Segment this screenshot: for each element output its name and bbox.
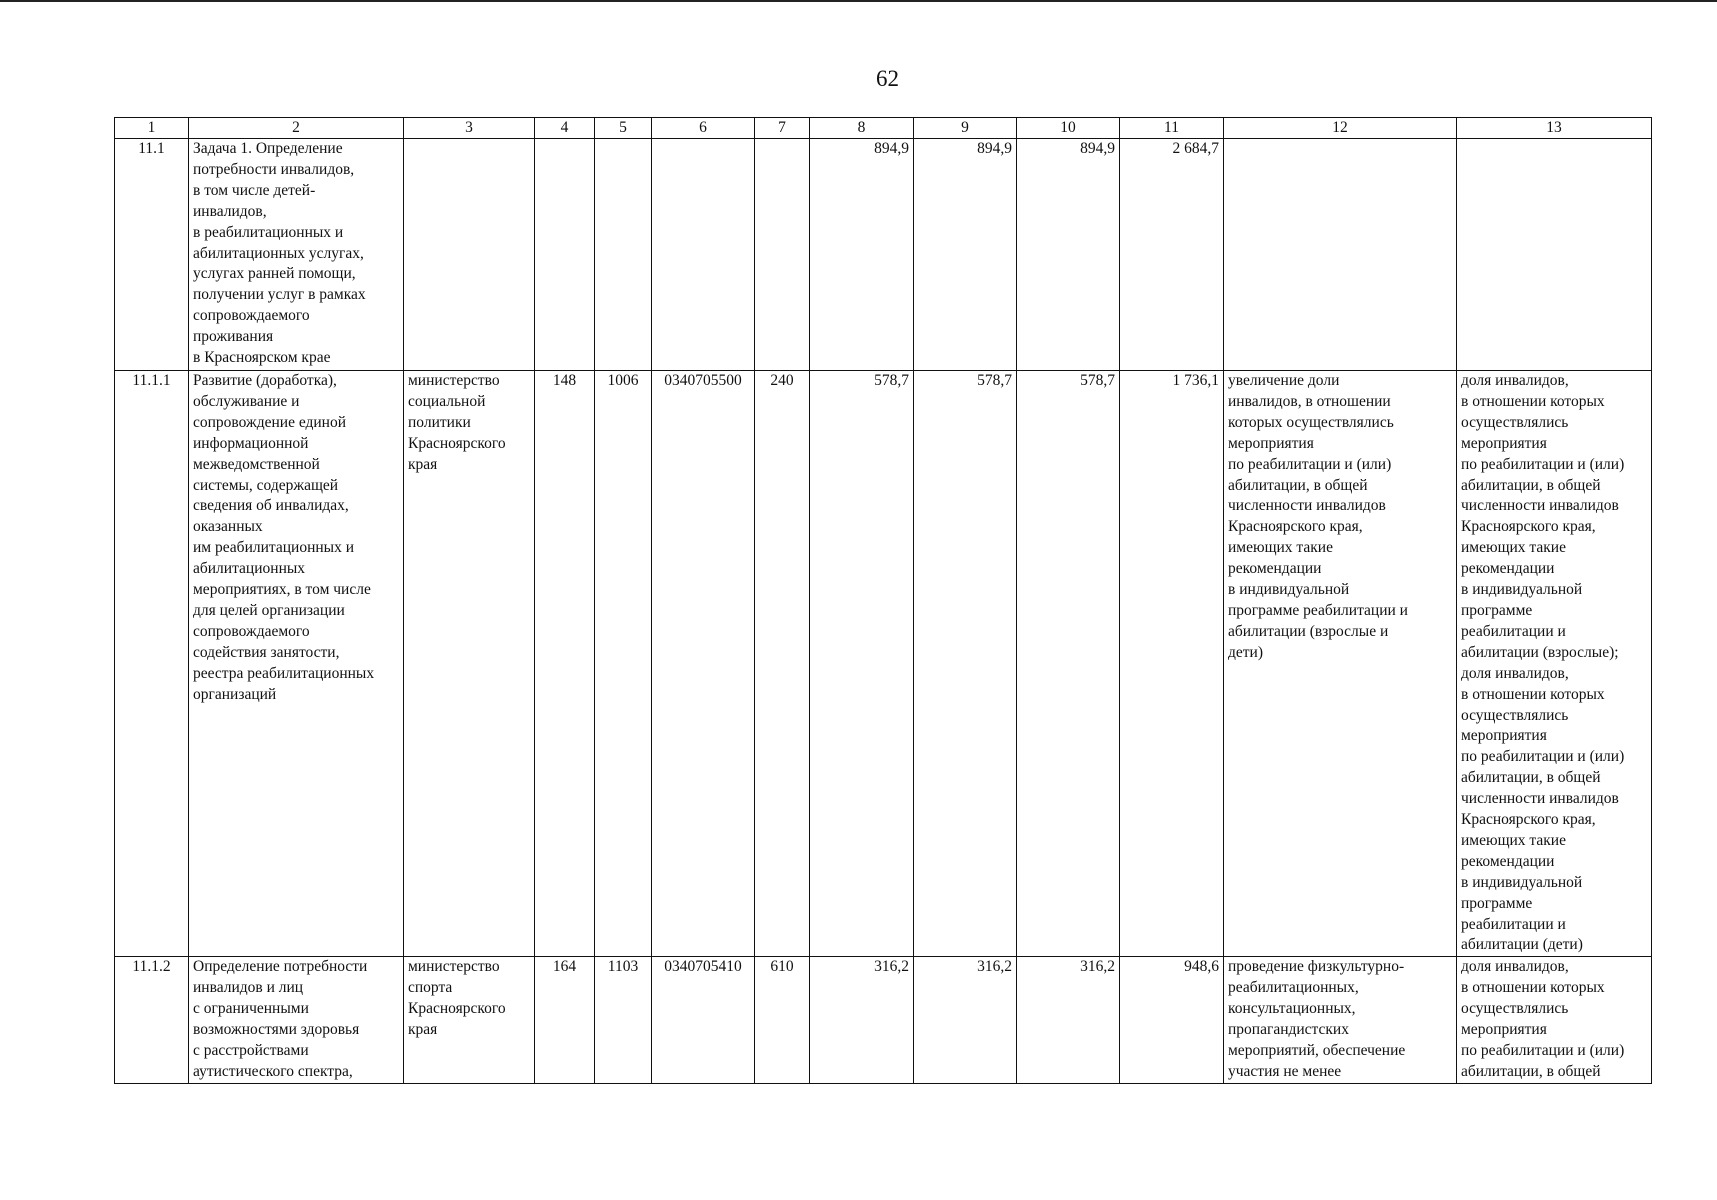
total-amount: 1 736,1 [1120, 371, 1224, 957]
column-header: 10 [1017, 118, 1120, 139]
csr-code [652, 139, 755, 371]
column-number-row [115, 118, 1652, 139]
rzpr-code: 1006 [595, 371, 652, 957]
page-number: 62 [876, 66, 899, 91]
item-name: Задача 1. Определение потребности инвалидов, в том числе детей- инвалидов, в реабилитационных и абилитационных услугах, услугах ранней помощи, получении услуг в рамках сопровождаемого проживания в Красноярском крае [189, 139, 404, 371]
item-name: Определение потребности инвалидов и лиц с ограниченными возможностями здоровья с расстройствами аутистического спектра, [189, 957, 404, 1083]
year1-amount: 578,7 [810, 371, 914, 957]
table-row [115, 139, 1652, 371]
executor: министерство спорта Красноярского края [404, 957, 535, 1083]
grbs-code: 164 [535, 957, 595, 1083]
executor: министерство социальной политики Красноярского края [404, 371, 535, 957]
column-header: 1 [115, 118, 189, 139]
grbs-code [535, 139, 595, 371]
indicator [1457, 139, 1652, 371]
year1-amount: 316,2 [810, 957, 914, 1083]
item-code: 11.1.2 [115, 957, 189, 1083]
top-border-line [0, 0, 1717, 2]
indicator: доля инвалидов, в отношении которых осуществлялись мероприятия по реабилитации и (или) абилитации, в общей [1457, 957, 1652, 1083]
year2-amount: 316,2 [914, 957, 1017, 1083]
table-row [115, 371, 1652, 957]
indicator: доля инвалидов, в отношении которых осуществлялись мероприятия по реабилитации и (или) абилитации, в общей численности инвалидов Красноярского края, имеющих такие рекомендации в индивидуальной программе реабилитации и абилитации (взрослые); доля инвалидов, в отношении которых осуществлялись мероприятия по реабилитации и (или) абилитации, в общей численности инвалидов Красноярского края, имеющих такие рекомендации в индивидуальной программе реабилитации и абилитации (дети) [1457, 371, 1652, 957]
column-header: 9 [914, 118, 1017, 139]
column-header: 3 [404, 118, 535, 139]
total-amount: 2 684,7 [1120, 139, 1224, 371]
column-header: 2 [189, 118, 404, 139]
expected-result [1224, 139, 1457, 371]
program-measures-table [114, 117, 1652, 1084]
rzpr-code [595, 139, 652, 371]
csr-code: 0340705410 [652, 957, 755, 1083]
item-name: Развитие (доработка), обслуживание и сопровождение единой информационной межведомственной системы, содержащей сведения об инвалидах, оказанных им реабилитационных и абилитационных мероприятиях, в том числе для целей организации сопровождаемого содействия занятости, реестра реабилитационных организаций [189, 371, 404, 957]
year2-amount: 578,7 [914, 371, 1017, 957]
year2-amount: 894,9 [914, 139, 1017, 371]
table-row [115, 957, 1652, 1083]
year3-amount: 578,7 [1017, 371, 1120, 957]
column-header: 8 [810, 118, 914, 139]
rzpr-code: 1103 [595, 957, 652, 1083]
vr-code: 240 [755, 371, 810, 957]
grbs-code: 148 [535, 371, 595, 957]
expected-result: проведение физкультурно- реабилитационных, консультационных, пропагандистских мероприятий, обеспечение участия не менее [1224, 957, 1457, 1083]
column-header: 11 [1120, 118, 1224, 139]
csr-code: 0340705500 [652, 371, 755, 957]
item-code: 11.1.1 [115, 371, 189, 957]
column-header: 12 [1224, 118, 1457, 139]
column-header: 7 [755, 118, 810, 139]
vr-code: 610 [755, 957, 810, 1083]
executor [404, 139, 535, 371]
year3-amount: 894,9 [1017, 139, 1120, 371]
expected-result: увеличение доли инвалидов, в отношении которых осуществлялись мероприятия по реабилитации и (или) абилитации, в общей численности инвалидов Красноярского края, имеющих такие рекомендации в индивидуальной программе реабилитации и абилитации (взрослые и дети) [1224, 371, 1457, 957]
column-header: 5 [595, 118, 652, 139]
year1-amount: 894,9 [810, 139, 914, 371]
item-code: 11.1 [115, 139, 189, 371]
column-header: 6 [652, 118, 755, 139]
total-amount: 948,6 [1120, 957, 1224, 1083]
column-header: 13 [1457, 118, 1652, 139]
column-header: 4 [535, 118, 595, 139]
year3-amount: 316,2 [1017, 957, 1120, 1083]
vr-code [755, 139, 810, 371]
